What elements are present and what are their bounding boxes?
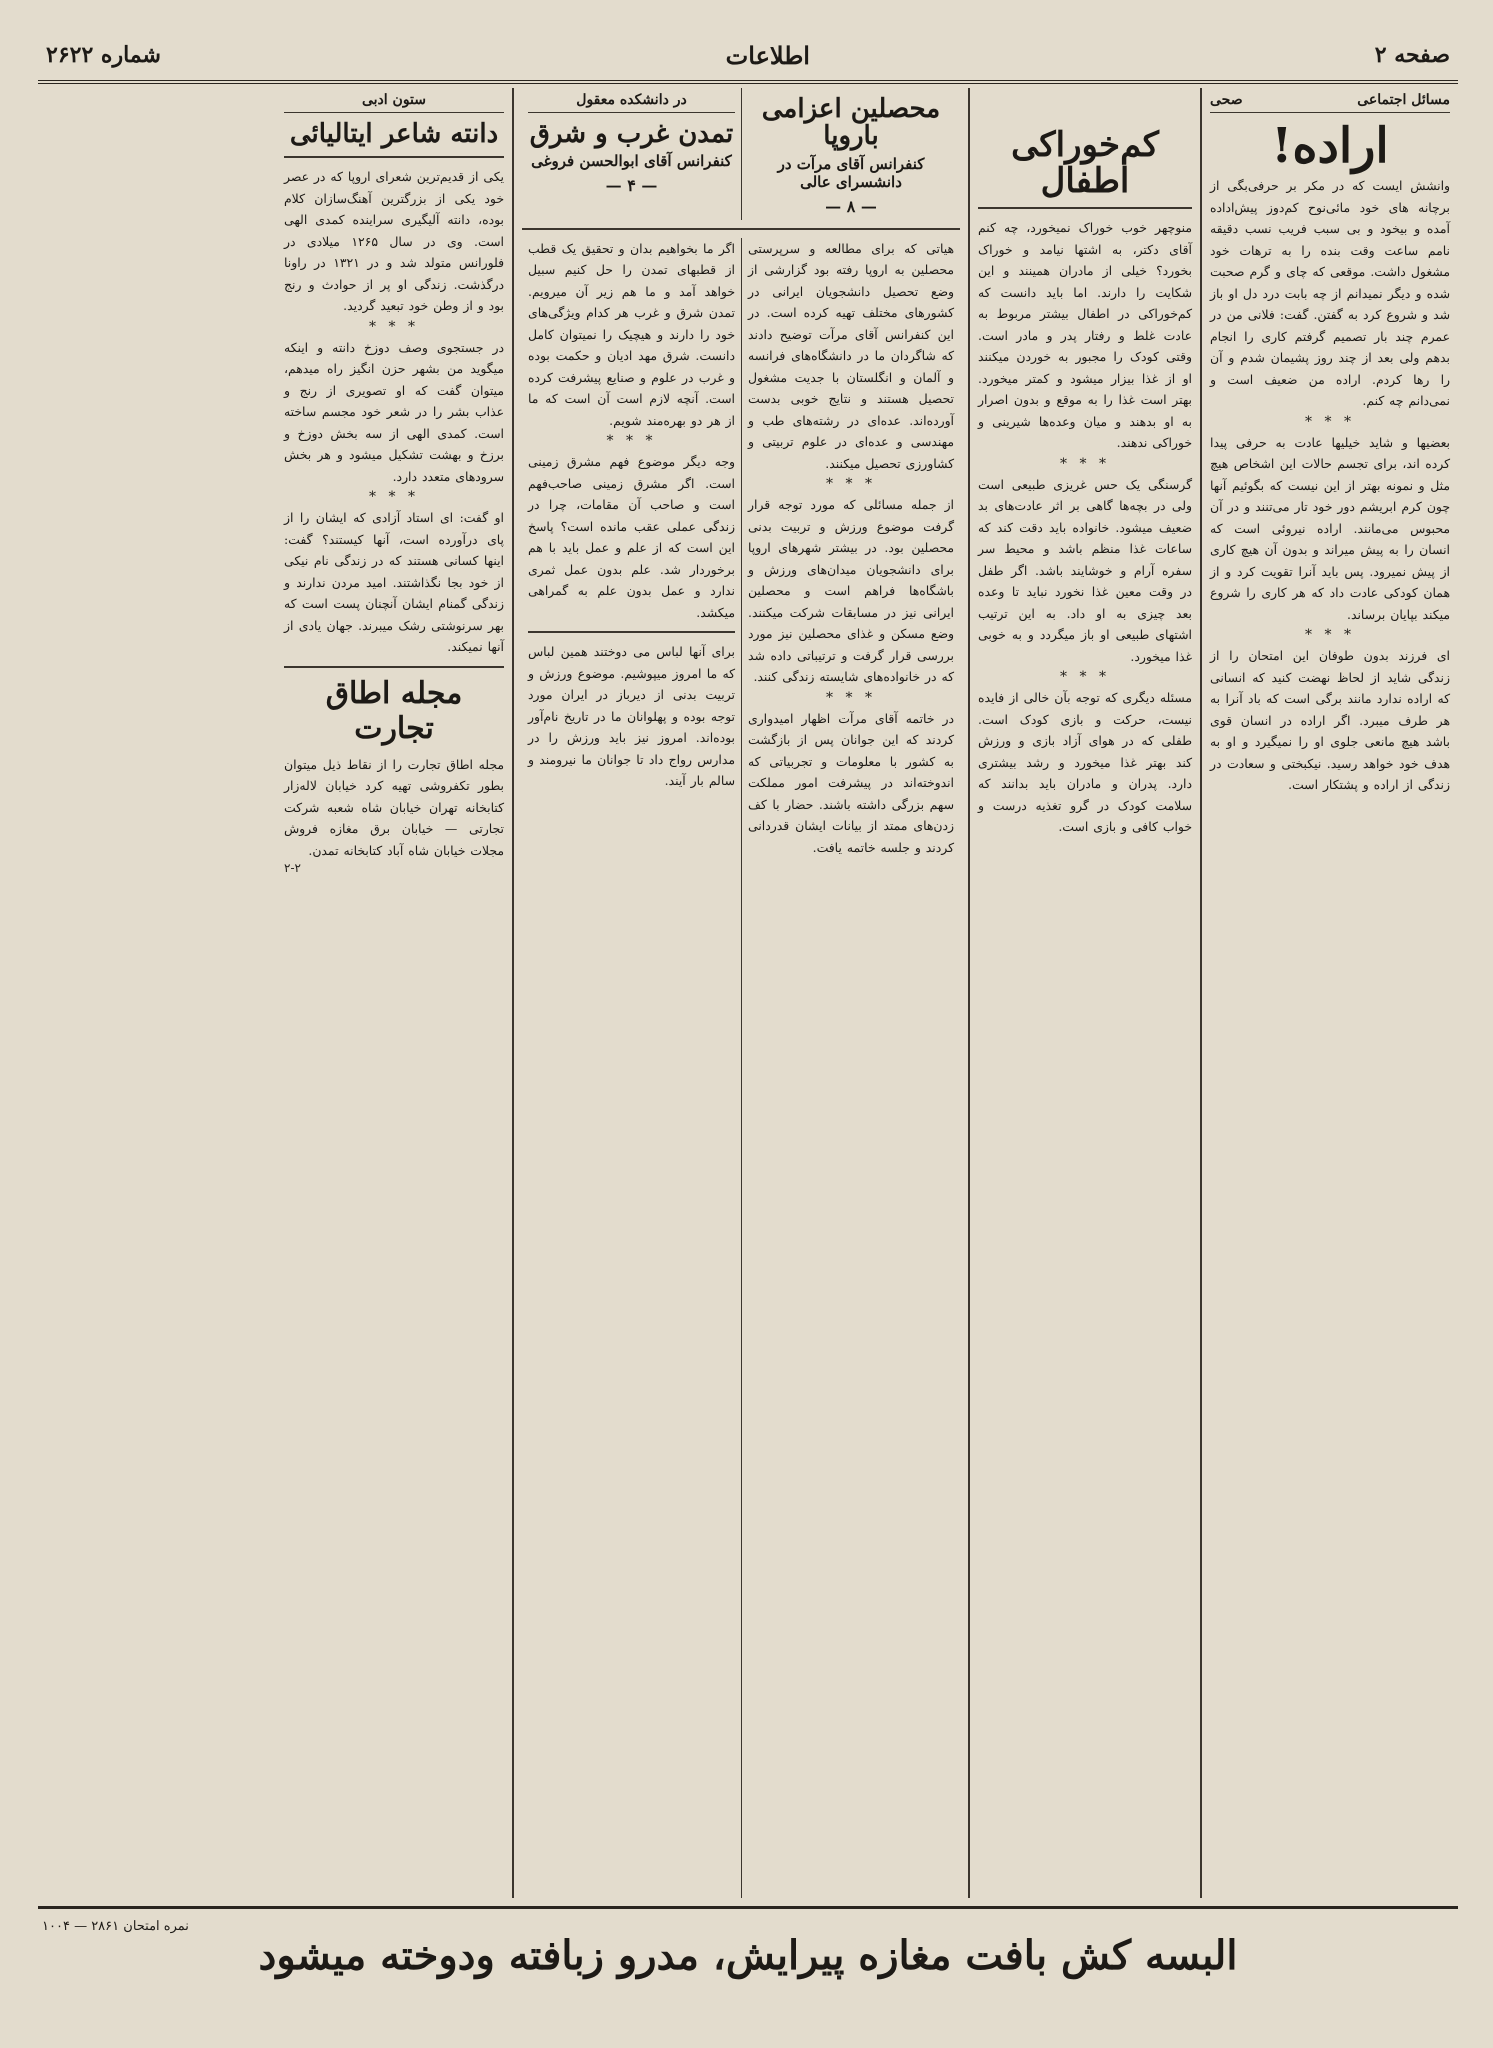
wide-column-body — [522, 238, 960, 1898]
article-civilization-p1: اگر ما بخواهیم بدان و تحقیق یک قطب از قطبهای تمدن را حل کنیم سبیل خواهد آمد و ما هم زیر آن میرویم. تمدن شرق و غرب هر کدام ویژگی‌های خود را دارند و هیچیک را نمیتوان کامل دانست. شرق مهد ادیان و حکمت بوده و غرب در علوم و صنایع پیشرفت کرده است. آنچه لازم است آن است که ما از هر دو بهره‌مند شویم. — [528, 240, 735, 428]
kicker-social: مسائل اجتماعی — [1357, 92, 1450, 108]
ad-chamber-commerce-title: مجله اطاق تجارت — [325, 675, 463, 746]
article-civilization-p2: وجه دیگر موضوع فهم مشرق زمینی است. اگر مشرق زمینی صاحب‌فهم است و صاحب آن مقامات، چرا در زندگی عملی عقب مانده است؟ پاسخ این است که از علم و عمل باید با هم برخوردار شد. علم بدون عمل ثمری ندارد و عمل بدون علم به گمراهی میکشد. — [528, 454, 735, 620]
kicker-civilization: در دانشکده معقول — [528, 88, 735, 113]
ad-chamber-commerce-body: مجله اطاق تجارت را از نقاط ذیل میتوان بطور تکفروشی تهیه کرد خیابان لاله‌زار کتابخانه تهران خیابان شاه شعبه شرکت تجارتی — خیابان برق مغازه فروش مجلات خیابان شاه آباد کتابخانه تمدن. — [284, 756, 504, 858]
article-children-p2: گرسنگی یک حس غریزی طبیعی است ولی در بچه‌ها گاهی بر اثر عادت‌های بد ضعیف میشود. خانواده باید دقت کند که ساعات غذا منظم باشد و محیط سر سفره آرام و خوشایند باشد. اگر طفل در وقت معین غذا نخورد نباید تا وعده بعد چیزی به او داد. به این ترتیب اشتهای طبیعی او باز میگردد و به خوبی غذا میخورد. — [978, 476, 1192, 664]
page-number: صفحه ۲ — [1374, 42, 1450, 68]
separator-stars: * * * — [369, 489, 419, 506]
headline-civilization: تمدن غرب و شرق — [529, 119, 734, 149]
newspaper-page — [38, 30, 1458, 2015]
article-dante-p2: در جستجوی وصف دوزخ دانته و اینکه میگوید من بشهر حزن انگیز راه میدهم، میتوان گفت که او تصویری از رنج و عذاب بشر را در شعر خود مجسم ساخته است. کمدی الهی از سه بخش دوزخ و برزخ و بهشت تشکیل میشود و هر بخش سرودهای متعدد دارد. — [284, 339, 504, 484]
article-europe-p3: در خاتمه آقای مرآت اظهار امیدواری کردند که این جوانان پس از بازگشت به کشور با معلومات و تجربیاتی که اندوخته‌اند در پیشرفت امور مملکت سهم بزرگی داشته باشند. حضار با کف زدن‌های ممتد از بیانات ایشان قدردانی کردند و جلسه خاتمه یافت. — [748, 710, 954, 855]
article-children-p3: مسئله دیگری که توجه بآن خالی از فایده نیست، حرکت و بازی کودک است. طفلی که در هوای آزاد بازی و ورزش کند بهتر غذا میخورد و رشد بیشتری دارد. پدران و مادران باید بدانند که سلامت کودک در گرو تغذیه درست و خواب کافی و بازی است. — [978, 690, 1192, 835]
issue-number: شماره ۲۶۲۲ — [46, 42, 161, 68]
divider — [978, 207, 1192, 209]
part-number-europe: — ۸ — — [825, 196, 877, 216]
civilization-body — [522, 238, 741, 1898]
kicker-row — [1210, 88, 1450, 113]
footer-ad-ref: نمره امتحان ۲۸۶۱ — ۱۰۰۴ — [42, 1919, 189, 1934]
column-europe-civilization — [512, 88, 968, 1898]
divider — [528, 631, 735, 633]
subhead-europe: کنفرانس آقای مرآت در دانشسرای عالی — [777, 154, 925, 191]
column-children — [968, 88, 1200, 1898]
article-will-p2: بعضیها و شاید خیلیها عادت به حرفی پیدا کرده اند، برای تجسم حالات این اشخاص هیچ مثل و نمونه بهتر از این نیست که بگوئیم آنها چون کرم ابریشم دور خود تار می‌تنند و در آن محبوس می‌مانند. اراده نیروئی است که انسان را به پیش میراند و بدون آن هیچ کاری از پیش نمیرود. پس باید آنرا تقویت کرد و از همان کودکی عادت داد که هر کاری را شروع میکند بپایان برساند. — [1210, 434, 1450, 622]
kicker-literary: ستون ادبی — [284, 88, 504, 113]
separator-stars: * * * — [369, 318, 419, 335]
subhead-civilization: کنفرانس آقای ابوالحسن فروغی — [531, 152, 732, 171]
article-europe-p2: از جمله مسائلی که مورد توجه قرار گرفت موضوع ورزش و تربیت بدنی محصلین بود. در بیشتر شهرهای اروپا برای دانشجویان میدان‌های ورزش و باشگاه‌ها فراهم است و محصلین ایرانی نیز در مسابقات شرکت میکنند. وضع مسکن و غذای محصلین نیز مورد بررسی قرار گرفت و ترتیباتی داده شد که در خانواده‌های شایسته زندگی کنند. — [748, 497, 954, 685]
kicker-health: صحی — [1210, 92, 1243, 108]
europe-body — [741, 238, 960, 1898]
column-social — [1200, 88, 1458, 1898]
article-civilization-p3: برای آنها لباس می دوختند همین لباس که ما امروز میپوشیم. موضوع ورزش و تربیت بدنی از دیرباز در ایران مورد توجه بوده و پهلوانان ما در تاریخ نام‌آور بوده‌اند. امروز نیز باید ورزش را در مدارس رواج داد تا جوانان ما نیرومند و سالم بار آیند. — [528, 644, 735, 789]
article-children-p1: منوچهر خوب خوراک نمیخورد، چه کنم آقای دکتر، به اشتها نیامد و خوراک بخورد؟ خیلی از مادران همینند و این شکایت را دارند. اما باید دانست که کم‌خوراکی در اطفال بیشتر مربوط به عادت غلط و رفتار پدر و مادر است. وقتی کودک را مجبور به خوردن میکنند او از غذا بیزار میشود و کمتر میخورد. بهتر است غذا را به موقع و بدون اصرار به او بدهند و میان وعده‌ها شیرینی و خوراکی ندهند. — [978, 220, 1192, 451]
article-dante-p3: او گفت: ای استاد آزادی که ایشان را از پای درآورده است، آنها کیستند؟ گفت: اینها کسانی هستند که در زندگی نام نیکی از خود بجا نگذاشتند. امید مردن ندارند و زندگی گمنام ایشان آنچنان پست است که بهر سرنوشتی رشک میبرند. جهان یادی از آنها نمیکند. — [284, 510, 504, 655]
article-will-p1: وانشش ایست که در مکر بر حرفی‌بگی از برچانه های خود مائی‌نوح کم‌دوز پیش‌اداده آمده و بیخود و بی سبب فریب نسب دقیقه نامم ساعت وقت بنده را به ترهات خود مشغول داشت. موقعی که چای و گرم صحبت شده و دیگر نمیدانم از چه بابت درد دل او باز شد و شروع کرد به گفتن. گفت: فلانی من در عمرم چند بار تصمیم گرفتم کاری را انجام بدهم ولی بعد از چند روز پشیمان شدم و آن را رها کردم. اراده من ضعیف است و نمی‌دانم چه کنم. — [1210, 178, 1450, 409]
article-dante-p1: یکی از قدیم‌ترین شعرای اروپا که در عصر خود یکی از بزرگترین آهنگ‌سازان کلام بوده، دانته آلیگیری سراینده کمدی الهی است. وی در سال ۱۲۶۵ میلادی در فلورانس متولد شد و در ۱۳۲۱ در راونا درگذشت. زندگی او پر از حوادث و رنج بود و از وطن خود تبعید گردید. — [284, 169, 505, 314]
separator-stars: * * * — [1060, 669, 1110, 686]
divider — [522, 228, 960, 230]
divider — [284, 666, 504, 668]
separator-stars: * * * — [1305, 627, 1355, 644]
headline-dante: دانته شاعر ایتالیائی — [289, 119, 499, 149]
footer-advertisement — [38, 1906, 1458, 2001]
columns — [38, 88, 1458, 1898]
divider — [284, 156, 504, 158]
masthead — [38, 30, 1458, 84]
column-dante — [276, 88, 512, 1898]
footer-ad-text: البسه کش بافت مغازه پیرایش، مدرو زبافته ودوخته میشود — [258, 1931, 1238, 1979]
europe-header — [741, 88, 960, 220]
separator-stars: * * * — [1060, 455, 1110, 472]
separator-stars: * * * — [826, 476, 876, 493]
article-europe-p1: هیاتی که برای مطالعه و سرپرستی محصلین به اروپا رفته بود گزارشی از وضع تحصیل دانشجویان ایرانی در کشورهای مختلف تهیه کرده است. در این کنفرانس آقای مرآت توضیح دادند که شاگردان ما در دانشگاه‌های فرانسه و آلمان و انگلستان با جدیت مشغول تحصیل هستند و نتایج خوبی بدست آورده‌اند. عده‌ای در رشته‌های طب و مهندسی و عده‌ای در علوم تربیتی و کشاورزی تحصیل میکنند. — [748, 240, 954, 471]
article-will-p3: ای فرزند بدون طوفان این امتحان را از زندگی شاید از لحاظ نهضت کنید که انسانی که اراده ندارد مانند برگی است که باد آنرا به هر طرف میبرد. اگر اراده در انسان قوی باشد هیچ مانعی جلوی او را نمیگیرد و او به هدف خود خواهد رسید. نیکبختی و سعادت در زندگی از اراده و پشتکار است. — [1210, 648, 1450, 793]
ad-code: ۲-۲ — [284, 861, 301, 876]
separator-stars: * * * — [606, 433, 657, 450]
civilization-header — [522, 88, 741, 220]
separator-stars: * * * — [1305, 413, 1355, 430]
separator-stars: * * * — [826, 689, 876, 706]
headline-children: کم‌خوراکی اطفال — [1011, 125, 1159, 201]
headline-will: اراده! — [1271, 118, 1389, 174]
part-number-civilization: — ۴ — — [605, 176, 658, 196]
paper-name: اطلاعات — [725, 40, 810, 70]
headline-europe: محصلین اعزامی باروپا — [761, 94, 941, 152]
